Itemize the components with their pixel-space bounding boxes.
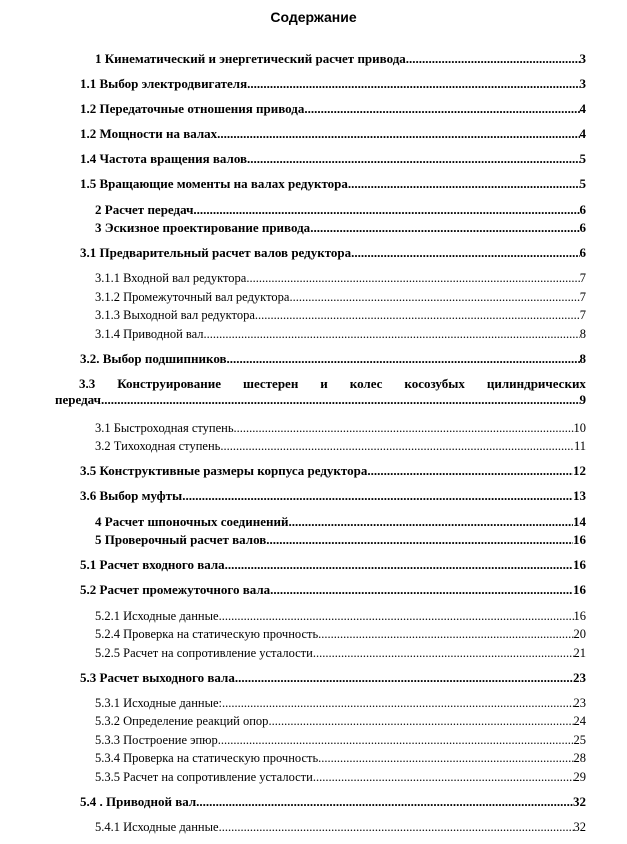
toc-entry-line1: 3.3 Конструирование шестерен и колес косозубых цилиндрических bbox=[79, 376, 586, 391]
toc-entry-text: 3.1 Предварительный расчет валов редуктора bbox=[80, 245, 352, 260]
toc-entry[interactable] bbox=[95, 626, 586, 642]
toc-leader bbox=[204, 326, 580, 342]
toc-entry-text: 5.3.2 Определение реакций опор bbox=[95, 714, 269, 728]
toc-entry-text: 5.4.1 Исходные данные bbox=[95, 820, 219, 834]
toc-entry-text: 3.1 Быстроходная ступень bbox=[95, 421, 234, 435]
toc-entry-text: 3.1.1 Входной вал редуктора bbox=[95, 271, 247, 285]
toc-leader bbox=[225, 557, 573, 573]
toc-page-number: 6 bbox=[579, 202, 586, 217]
toc-entry-text: 1.2 Передаточные отношения привода bbox=[80, 101, 305, 116]
toc-leader bbox=[219, 819, 574, 835]
toc-page-number: 7 bbox=[579, 290, 586, 304]
toc-entry[interactable] bbox=[95, 608, 586, 624]
toc-entry[interactable] bbox=[80, 245, 586, 261]
toc-page-number: 25 bbox=[573, 733, 586, 747]
toc-entry-text: 5.3.1 Исходные данные: bbox=[95, 696, 223, 710]
toc-leader bbox=[222, 695, 573, 711]
toc-page-number: 8 bbox=[579, 327, 586, 341]
toc-entry-text: 1 Кинематический и энергетический расчет привода bbox=[95, 51, 406, 66]
toc-entry-text: 3.6 Выбор муфты bbox=[80, 488, 183, 503]
toc-entry[interactable] bbox=[80, 101, 586, 117]
toc-page-number: 10 bbox=[573, 421, 586, 435]
toc-entry-text: 5 Проверочный расчет валов bbox=[95, 532, 267, 547]
toc-leader bbox=[247, 76, 579, 92]
toc-page-number: 5 bbox=[579, 151, 586, 166]
toc-entry[interactable] bbox=[80, 151, 586, 167]
toc-entry-text: 1.2 Мощности на валах bbox=[80, 126, 218, 141]
toc-leader bbox=[247, 151, 579, 167]
toc-entry-text: 3.5 Конструктивные размеры корпуса редуктора bbox=[80, 463, 368, 478]
toc-leader bbox=[196, 794, 573, 810]
toc-leader bbox=[288, 514, 573, 530]
toc-leader bbox=[313, 769, 574, 785]
toc-leader bbox=[313, 645, 574, 661]
toc-entry[interactable] bbox=[80, 557, 586, 573]
toc-entry[interactable] bbox=[95, 645, 586, 661]
toc-page-number: 16 bbox=[573, 582, 586, 597]
toc-entry[interactable] bbox=[95, 289, 586, 305]
toc-entry-text: 5.2.4 Проверка на статическую прочность bbox=[95, 627, 319, 641]
toc-entry[interactable] bbox=[95, 713, 586, 729]
toc-leader bbox=[182, 488, 573, 504]
toc-leader bbox=[234, 420, 574, 436]
toc-entry[interactable] bbox=[95, 51, 586, 67]
toc-entry[interactable] bbox=[95, 819, 586, 835]
toc-entry[interactable] bbox=[95, 438, 586, 454]
toc-entry-text: 5.3 Расчет выходного вала bbox=[80, 670, 235, 685]
toc-entry[interactable] bbox=[95, 420, 586, 436]
toc-page-number: 23 bbox=[573, 696, 586, 710]
toc-entry-text: 5.2 Расчет промежуточного вала bbox=[80, 582, 271, 597]
toc-page-number: 13 bbox=[573, 488, 586, 503]
toc-entry-text: 3.2 Тихоходная ступень bbox=[95, 439, 221, 453]
toc-entry[interactable] bbox=[95, 695, 586, 711]
toc-leader bbox=[266, 532, 573, 548]
toc-leader bbox=[219, 608, 574, 624]
toc-page-number: 3 bbox=[579, 51, 586, 66]
toc-page-number: 23 bbox=[573, 670, 586, 685]
toc-page-number: 7 bbox=[579, 271, 586, 285]
toc-entry-text: 1.5 Вращающие моменты на валах редуктора bbox=[80, 176, 348, 191]
toc-entry-text: 3.1.2 Промежуточный вал редуктора bbox=[95, 290, 290, 304]
toc-leader bbox=[304, 101, 579, 117]
toc-entry[interactable] bbox=[95, 750, 586, 766]
toc-entry-text: 3.2. Выбор подшипников bbox=[80, 351, 227, 366]
toc-page-number: 11 bbox=[573, 439, 586, 453]
toc-page-number: 16 bbox=[573, 557, 586, 572]
toc-entry[interactable] bbox=[80, 463, 586, 479]
toc-page-number: 32 bbox=[573, 794, 586, 809]
toc-entry-text: 5.3.5 Расчет на сопротивление усталости bbox=[95, 770, 313, 784]
toc-page-number: 24 bbox=[573, 714, 586, 728]
toc-page-number: 6 bbox=[579, 220, 586, 235]
toc-page-number: 9 bbox=[579, 392, 586, 407]
toc-entry[interactable] bbox=[80, 488, 586, 504]
toc-entry-text: передач bbox=[55, 392, 101, 407]
toc-entry-text: 5.3.4 Проверка на статическую прочность bbox=[95, 751, 319, 765]
toc-entry-line2 bbox=[55, 392, 586, 408]
toc-entry-wrapped[interactable] bbox=[55, 376, 586, 408]
toc-entry-text: 5.2.5 Расчет на сопротивление усталости bbox=[95, 646, 313, 660]
toc-leader bbox=[217, 126, 579, 142]
toc-page-number: 6 bbox=[579, 245, 586, 260]
toc-leader bbox=[255, 307, 580, 323]
toc-leader bbox=[318, 750, 573, 766]
toc-entry[interactable] bbox=[95, 769, 586, 785]
toc-page-number: 12 bbox=[573, 463, 586, 478]
toc-page-number: 28 bbox=[573, 751, 586, 765]
toc-page-number: 7 bbox=[579, 308, 586, 322]
toc-leader bbox=[227, 351, 580, 367]
toc-page-number: 4 bbox=[579, 126, 586, 141]
toc-entry-text: 3.1.4 Приводной вал bbox=[95, 327, 204, 341]
toc-page-number: 29 bbox=[573, 770, 586, 784]
toc-entry[interactable] bbox=[80, 670, 586, 686]
toc-leader bbox=[235, 670, 573, 686]
toc-entry-text: 3.1.3 Выходной вал редуктора bbox=[95, 308, 255, 322]
toc-entry[interactable] bbox=[95, 220, 586, 236]
toc-entry-text: 1.1 Выбор электродвигателя bbox=[80, 76, 248, 91]
toc-leader bbox=[193, 202, 579, 218]
toc-entry[interactable] bbox=[80, 126, 586, 142]
toc-leader bbox=[310, 220, 579, 236]
toc-leader bbox=[270, 582, 573, 598]
toc-leader bbox=[220, 438, 574, 454]
toc-entry[interactable] bbox=[95, 514, 586, 530]
toc-leader bbox=[268, 713, 573, 729]
toc-leader bbox=[351, 245, 579, 261]
toc-entry-text: 5.3.3 Построение эпюр bbox=[95, 733, 218, 747]
toc-page-number: 8 bbox=[579, 351, 586, 366]
toc-entry[interactable] bbox=[95, 202, 586, 218]
toc-entry[interactable] bbox=[80, 351, 586, 367]
toc-page-number: 20 bbox=[573, 627, 586, 641]
toc-entry-text: 5.4 . Приводной вал bbox=[80, 794, 197, 809]
toc-page-number: 3 bbox=[579, 76, 586, 91]
toc-leader bbox=[246, 270, 579, 286]
toc-page-number: 14 bbox=[573, 514, 586, 529]
toc-entry[interactable] bbox=[95, 732, 586, 748]
toc-leader bbox=[406, 51, 580, 67]
toc-entry-text: 2 Расчет передач bbox=[95, 202, 194, 217]
toc-entry-text: 3 Эскизное проектирование привода bbox=[95, 220, 311, 235]
toc-entry[interactable] bbox=[80, 76, 586, 92]
toc-entry[interactable] bbox=[95, 532, 586, 548]
toc-entry[interactable] bbox=[80, 794, 586, 810]
page-title: Содержание bbox=[270, 9, 357, 25]
toc-page-number: 21 bbox=[573, 646, 586, 660]
toc-leader bbox=[289, 289, 579, 305]
toc-entry-text: 5.2.1 Исходные данные bbox=[95, 609, 219, 623]
toc-leader bbox=[348, 176, 580, 192]
toc-entry[interactable] bbox=[95, 270, 586, 286]
toc-entry-text: 1.4 Частота вращения валов bbox=[80, 151, 248, 166]
toc-page-number: 5 bbox=[579, 176, 586, 191]
toc-leader bbox=[218, 732, 574, 748]
toc-leader bbox=[101, 392, 580, 408]
toc-entry[interactable] bbox=[95, 326, 586, 342]
toc-page-number: 32 bbox=[573, 820, 586, 834]
toc-entry[interactable] bbox=[95, 307, 586, 323]
toc-entry[interactable] bbox=[80, 176, 586, 192]
toc-leader bbox=[318, 626, 573, 642]
toc-entry-text: 4 Расчет шпоночных соединений bbox=[95, 514, 289, 529]
toc-leader bbox=[367, 463, 573, 479]
toc-page-number: 16 bbox=[573, 532, 586, 547]
toc-entry-text: 5.1 Расчет входного вала bbox=[80, 557, 225, 572]
toc-page-number: 16 bbox=[573, 609, 586, 623]
toc-page-number: 4 bbox=[579, 101, 586, 116]
toc-entry[interactable] bbox=[80, 582, 586, 598]
